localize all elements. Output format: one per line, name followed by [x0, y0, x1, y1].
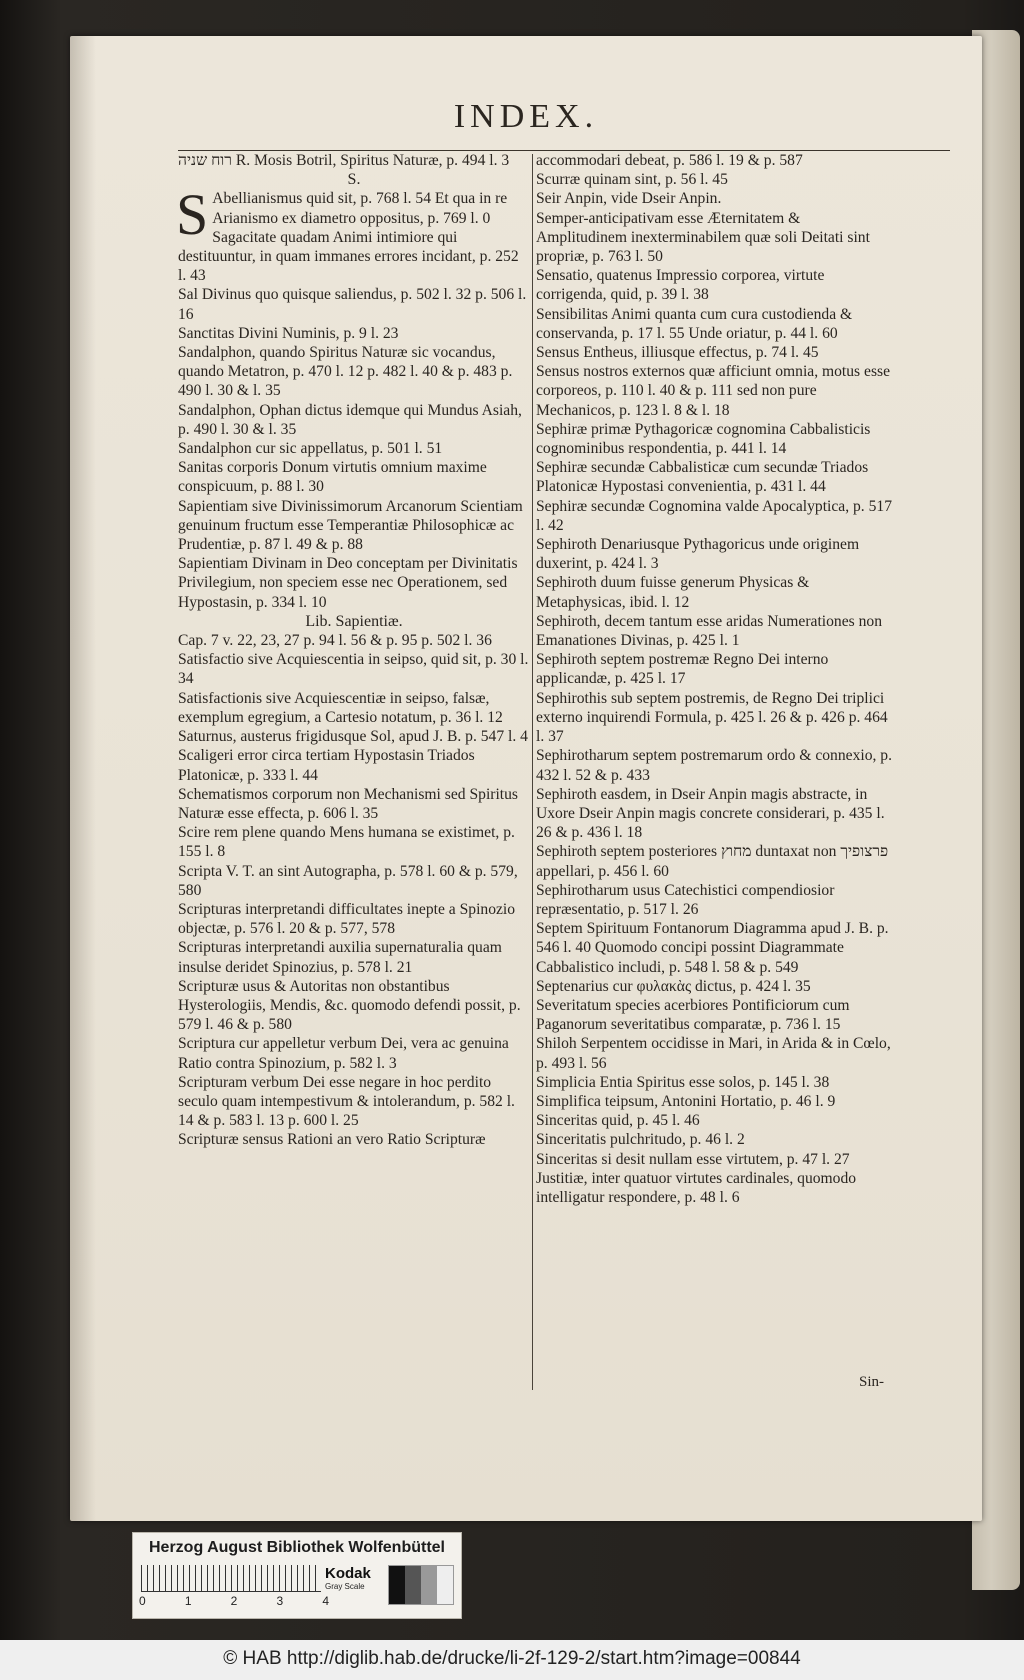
index-entry [536, 881, 894, 919]
index-entry [178, 324, 530, 343]
gutter-shadow [70, 36, 96, 1521]
index-entry-text: Scripta V. T. an sint Autographa, p. 578 l. 60 & p. 579, 580 [178, 862, 518, 899]
kodak-brand: Kodak [325, 1565, 371, 1582]
index-entry-text: רוח שניה R. Mosis Botril, Spiritus Naturæ, p. 494 l. 3 [178, 152, 510, 169]
index-entry [178, 458, 530, 496]
index-entry-text: Sanitas corporis Donum virtutis omnium maxime conspicuum, p. 88 l. 30 [178, 459, 487, 496]
color-calibration-card [132, 1532, 462, 1619]
index-entry-text: Semper-anticipativam esse Æternitatem & Amplitudinem inexterminabilem quæ soli Deitati sint propriæ, p. 763 l. 50 [536, 209, 870, 266]
section-heading: Lib. Sapientiæ. [305, 612, 403, 630]
index-entry-text: Sinceritatis pulchritudo, p. 46 l. 2 [536, 1131, 745, 1149]
index-entry-text: Severitatum species acerbiores Pontificiorum cum Paganorum severitatibus comparatæ, p. 736 l. 15 [536, 996, 850, 1034]
index-entry [536, 420, 894, 458]
index-entry [536, 1073, 894, 1092]
kodak-label [325, 1565, 371, 1591]
catchword: Sin- [858, 1374, 884, 1390]
index-entry [178, 650, 530, 688]
index-entry [536, 689, 894, 747]
index-entry-text: Seir Anpin, vide Dseir Anpin. [536, 190, 722, 208]
index-entry-text: Sensus nostros externos quæ afficiunt omnia, motus esse corporeos, p. 110 l. 40 & p. 111 sed non pure Mechanicos, p. 123 l. 8 & l. 18 [536, 363, 891, 419]
index-entry-text: Septenarius cur φυλακὰς dictus, p. 424 l. 35 [536, 977, 811, 995]
ruler-number: 2 [230, 1594, 238, 1608]
index-entry-text: Septem Spirituum Fontanorum Diagramma apud J. B. p. 546 l. 40 Quomodo concipi possint Diagrammate Cabbalistico includi, p. 548 l. 58 & p. 549 [536, 920, 889, 976]
footer-bar [0, 1640, 1024, 1680]
index-entry-text: Sephirotharum usus Catechistici compendiosior repræsentatio, p. 517 l. 26 [536, 881, 835, 918]
left-column [178, 151, 530, 1391]
index-entry [536, 1130, 894, 1149]
index-entry [536, 573, 894, 611]
copyright-url[interactable]: © HAB http://diglib.hab.de/drucke/li-2f-129-2/start.htm?image=00844 [223, 1648, 801, 1669]
index-entry [178, 785, 530, 823]
index-entry [178, 554, 530, 612]
index-entry-text: accommodari debeat, p. 586 l. 19 & p. 587 [536, 152, 803, 169]
index-entry-text: Scire rem plene quando Mens humana se existimet, p. 155 l. 8 [178, 824, 515, 861]
scale-ruler [141, 1565, 321, 1592]
drop-cap: S [176, 182, 209, 248]
index-entry-text: Scripturam verbum Dei esse negare in hoc perdito seculo quam intempestivum & intolerandum, p. 582 l. 14 & p. 583 l. 13 p. 600 l. 25 [178, 1073, 515, 1130]
index-entry [536, 189, 894, 208]
index-entry-text: Sensibilitas Animi quanta cum cura custodienda & conservanda, p. 17 l. 55 Unde oriatur, p. 44 l. 60 [536, 305, 853, 342]
index-entry-text: Sephiroth easdem, in Dseir Anpin magis abstracte, in Uxore Dseir Anpin magis concrete considerari, p. 435 l. 26 & p. 436 l. 18 [536, 785, 885, 842]
ruler-number: 3 [276, 1594, 284, 1608]
index-entry [178, 1130, 530, 1149]
index-entry-text: Sinceritas si desit nullam esse virtutem, p. 47 l. 27 Justitiæ, inter quatuor virtutes cardinales, quomodo intelligatur respondere, p. 48 l. 6 [536, 1150, 857, 1206]
index-entry [536, 151, 894, 170]
index-entry-text: Sephiræ secundæ Cognomina valde Apocalyptica, p. 517 l. 42 [536, 497, 892, 534]
index-entry-text: Scaligeri error circa tertiam Hypostasin Triados Platonicæ, p. 333 l. 44 [178, 747, 475, 784]
index-entry [178, 401, 530, 439]
ruler-number: 4 [322, 1594, 329, 1608]
index-entry [178, 727, 530, 746]
index-entry [536, 266, 894, 304]
index-entry [178, 689, 530, 727]
index-entry-text: Sagacitate quadam Animi intimiore qui destituuntur, in quam immanes errores incidant, p. 252 l. 43 [178, 228, 519, 285]
index-entry [178, 631, 530, 650]
index-entry-text: Sephirotharum septem postremarum ordo & connexio, p. 432 l. 52 & p. 433 [536, 747, 892, 784]
index-entry-text: Scurræ quinam sint, p. 56 l. 45 [536, 171, 728, 189]
index-entry-text: Cap. 7 v. 22, 23, 27 p. 94 l. 56 & p. 95 p. 502 l. 36 [178, 632, 492, 650]
index-entry-text: Sal Divinus quo quisque saliendus, p. 502 l. 32 p. 506 l. 16 [178, 286, 527, 323]
index-entry [178, 439, 530, 458]
index-entry [536, 209, 894, 267]
index-entry-text: Sephiroth Denariusque Pythagoricus unde originem duxerint, p. 424 l. 3 [536, 536, 860, 573]
index-entry [536, 170, 894, 189]
index-entry-text: Scriptura cur appelletur verbum Dei, vera ac genuina Ratio contra Spinozium, p. 582 l. 3 [178, 1035, 509, 1072]
index-entry-text: Scripturæ sensus Rationi an vero Ratio Scripturæ [178, 1131, 486, 1149]
column-divider [532, 154, 533, 1390]
index-entry [536, 458, 894, 496]
index-entry-text: Satisfactionis sive Acquiescentiæ in seipso, falsæ, exemplum egregium, a Cartesio notatum, p. 36 l. 12 [178, 689, 503, 726]
index-entry-text: Sephirothis sub septem postremis, de Regno Dei triplici externo inquirendi Formula, p. 425 l. 26 & p. 426 p. 464 l. 37 [536, 689, 888, 746]
index-entry [178, 823, 530, 861]
index-entry [178, 977, 530, 1035]
index-entry-text: Simplicia Entia Spiritus esse solos, p. 145 l. 38 [536, 1073, 830, 1091]
index-entry [536, 1111, 894, 1130]
index-entry-text: Saturnus, austerus frigidusque Sol, apud J. B. p. 547 l. 4 [178, 728, 528, 746]
index-entry-text: Sephiroth duum fuisse generum Physicas & Metaphysicas, ibid. l. 12 [536, 574, 810, 611]
index-entry-text: Sensatio, quatenus Impressio corporea, virtute corrigenda, quid, p. 39 l. 38 [536, 267, 825, 304]
index-entry-text: Sandalphon cur sic appellatus, p. 501 l. 51 [178, 440, 443, 458]
swatch-white [437, 1566, 453, 1604]
index-entry-text: Abellianismus quid sit, p. 768 l. 54 Et qua in re Arianismo ex diametro oppositus, p. 769 l. 0 [212, 190, 508, 227]
index-entry-text: Sanctitas Divini Numinis, p. 9 l. 23 [178, 324, 399, 342]
index-entry-text: Shiloh Serpentem occidisse in Mari, in Arida & in Cœlo, p. 493 l. 56 [536, 1035, 891, 1072]
index-entry-text: Simplifica teipsum, Antonini Hortatio, p. 46 l. 9 [536, 1092, 836, 1110]
index-entry [536, 343, 894, 362]
index-entry [536, 305, 894, 343]
index-entry-text: Satisfactio sive Acquiescentia in seipso, quid sit, p. 30 l. 34 [178, 651, 529, 688]
index-entry-text: Schematismos corporum non Mechanismi sed Spiritus Naturæ esse effecta, p. 606 l. 35 [178, 785, 518, 822]
index-entry [178, 151, 530, 170]
index-entry [536, 535, 894, 573]
section-heading: S. [347, 171, 361, 189]
index-entry-text: Sephiræ primæ Pythagoricæ cognomina Cabbalisticis cognominibus respondentia, p. 441 l. 14 [536, 420, 871, 458]
index-entry-text: Sephiroth, decem tantum esse aridas Numerationes non Emanationes Divinas, p. 425 l. 1 [536, 612, 883, 650]
index-entry-text: Sephiroth septem postremæ Regno Dei interno applicandæ, p. 425 l. 17 [536, 651, 829, 688]
index-entry-text: Sapientiam Divinam in Deo conceptam per Divinitatis Privilegium, non speciem esse nec Operationem, sed Hypostasin, p. 334 l. 10 [178, 555, 518, 611]
index-entry [536, 1034, 894, 1072]
index-entry [178, 1073, 530, 1131]
index-entry [536, 612, 894, 650]
kodak-subtitle: Gray Scale [325, 1582, 365, 1591]
swatch-dark-gray [405, 1566, 421, 1604]
index-entry [178, 343, 530, 401]
index-entry-text: Sensus Entheus, illiusque effectus, p. 74 l. 45 [536, 344, 819, 362]
index-entry [536, 650, 894, 688]
index-entry [178, 1034, 530, 1072]
index-entry [536, 746, 894, 784]
book-page [70, 36, 982, 1521]
index-entry-text: Scripturæ usus & Autoritas non obstantibus Hysterologiis, Mendis, &c. quomodo defendi possit, p. 579 l. 46 & p. 580 [178, 977, 521, 1034]
gray-scale-swatches [388, 1565, 454, 1605]
index-entry [536, 1092, 894, 1111]
right-column [536, 151, 894, 1391]
index-entry [176, 182, 530, 248]
index-entry [536, 919, 894, 977]
ruler-numbers [139, 1594, 329, 1608]
ruler-number: 1 [184, 1594, 192, 1608]
index-entry-text: Scripturas interpretandi difficultates inepte a Spinozio objectæ, p. 576 l. 20 & p. 577, 578 [178, 900, 516, 938]
index-entry [536, 842, 894, 880]
index-entry [178, 228, 530, 286]
index-entry-text: Scripturas interpretandi auxilia supernaturalia quam insulse deridet Spinozius, p. 578 l. 21 [178, 939, 502, 976]
index-entry-text: Sinceritas quid, p. 45 l. 46 [536, 1112, 700, 1130]
index-entry-text: Sephiræ secundæ Cabbalisticæ cum secundæ Triados Platonicæ Hypostasi convenientia, p. 431 l. 44 [536, 459, 869, 496]
index-entry-text: Sephiroth septem posteriores מחוץ duntaxat non פרצופיך appellari, p. 456 l. 60 [536, 843, 889, 880]
index-entry-text: Sandalphon, Ophan dictus idemque qui Mundus Asiah, p. 490 l. 30 & l. 35 [178, 401, 522, 438]
index-entry [536, 1150, 894, 1208]
index-entry [178, 862, 530, 900]
index-entry [178, 285, 530, 323]
index-entry [178, 497, 530, 555]
swatch-black [389, 1566, 405, 1604]
index-entry [536, 996, 894, 1034]
ruler-number: 0 [139, 1594, 146, 1608]
swatch-mid-gray [421, 1566, 437, 1604]
index-entry [178, 938, 530, 976]
index-entry-text: Sandalphon, quando Spiritus Naturæ sic vocandus, quando Metatron, p. 470 l. 12 p. 482 l. 40 & p. 483 p. 490 l. 30 & l. 35 [178, 344, 513, 400]
index-entry-text: Sapientiam sive Divinissimorum Arcanorum Scientiam genuinum fructum esse Temperantiæ Philosophicæ ac Prudentiæ, p. 87 l. 49 & p. 88 [178, 497, 523, 554]
index-entry [536, 362, 894, 420]
library-name: Herzog August Bibliothek Wolfenbüttel [149, 1539, 445, 1556]
index-entry [178, 900, 530, 938]
index-entry [536, 785, 894, 843]
index-entry [536, 977, 894, 996]
index-entry [536, 497, 894, 535]
index-entry [178, 746, 530, 784]
page-title: INDEX. [453, 98, 599, 135]
